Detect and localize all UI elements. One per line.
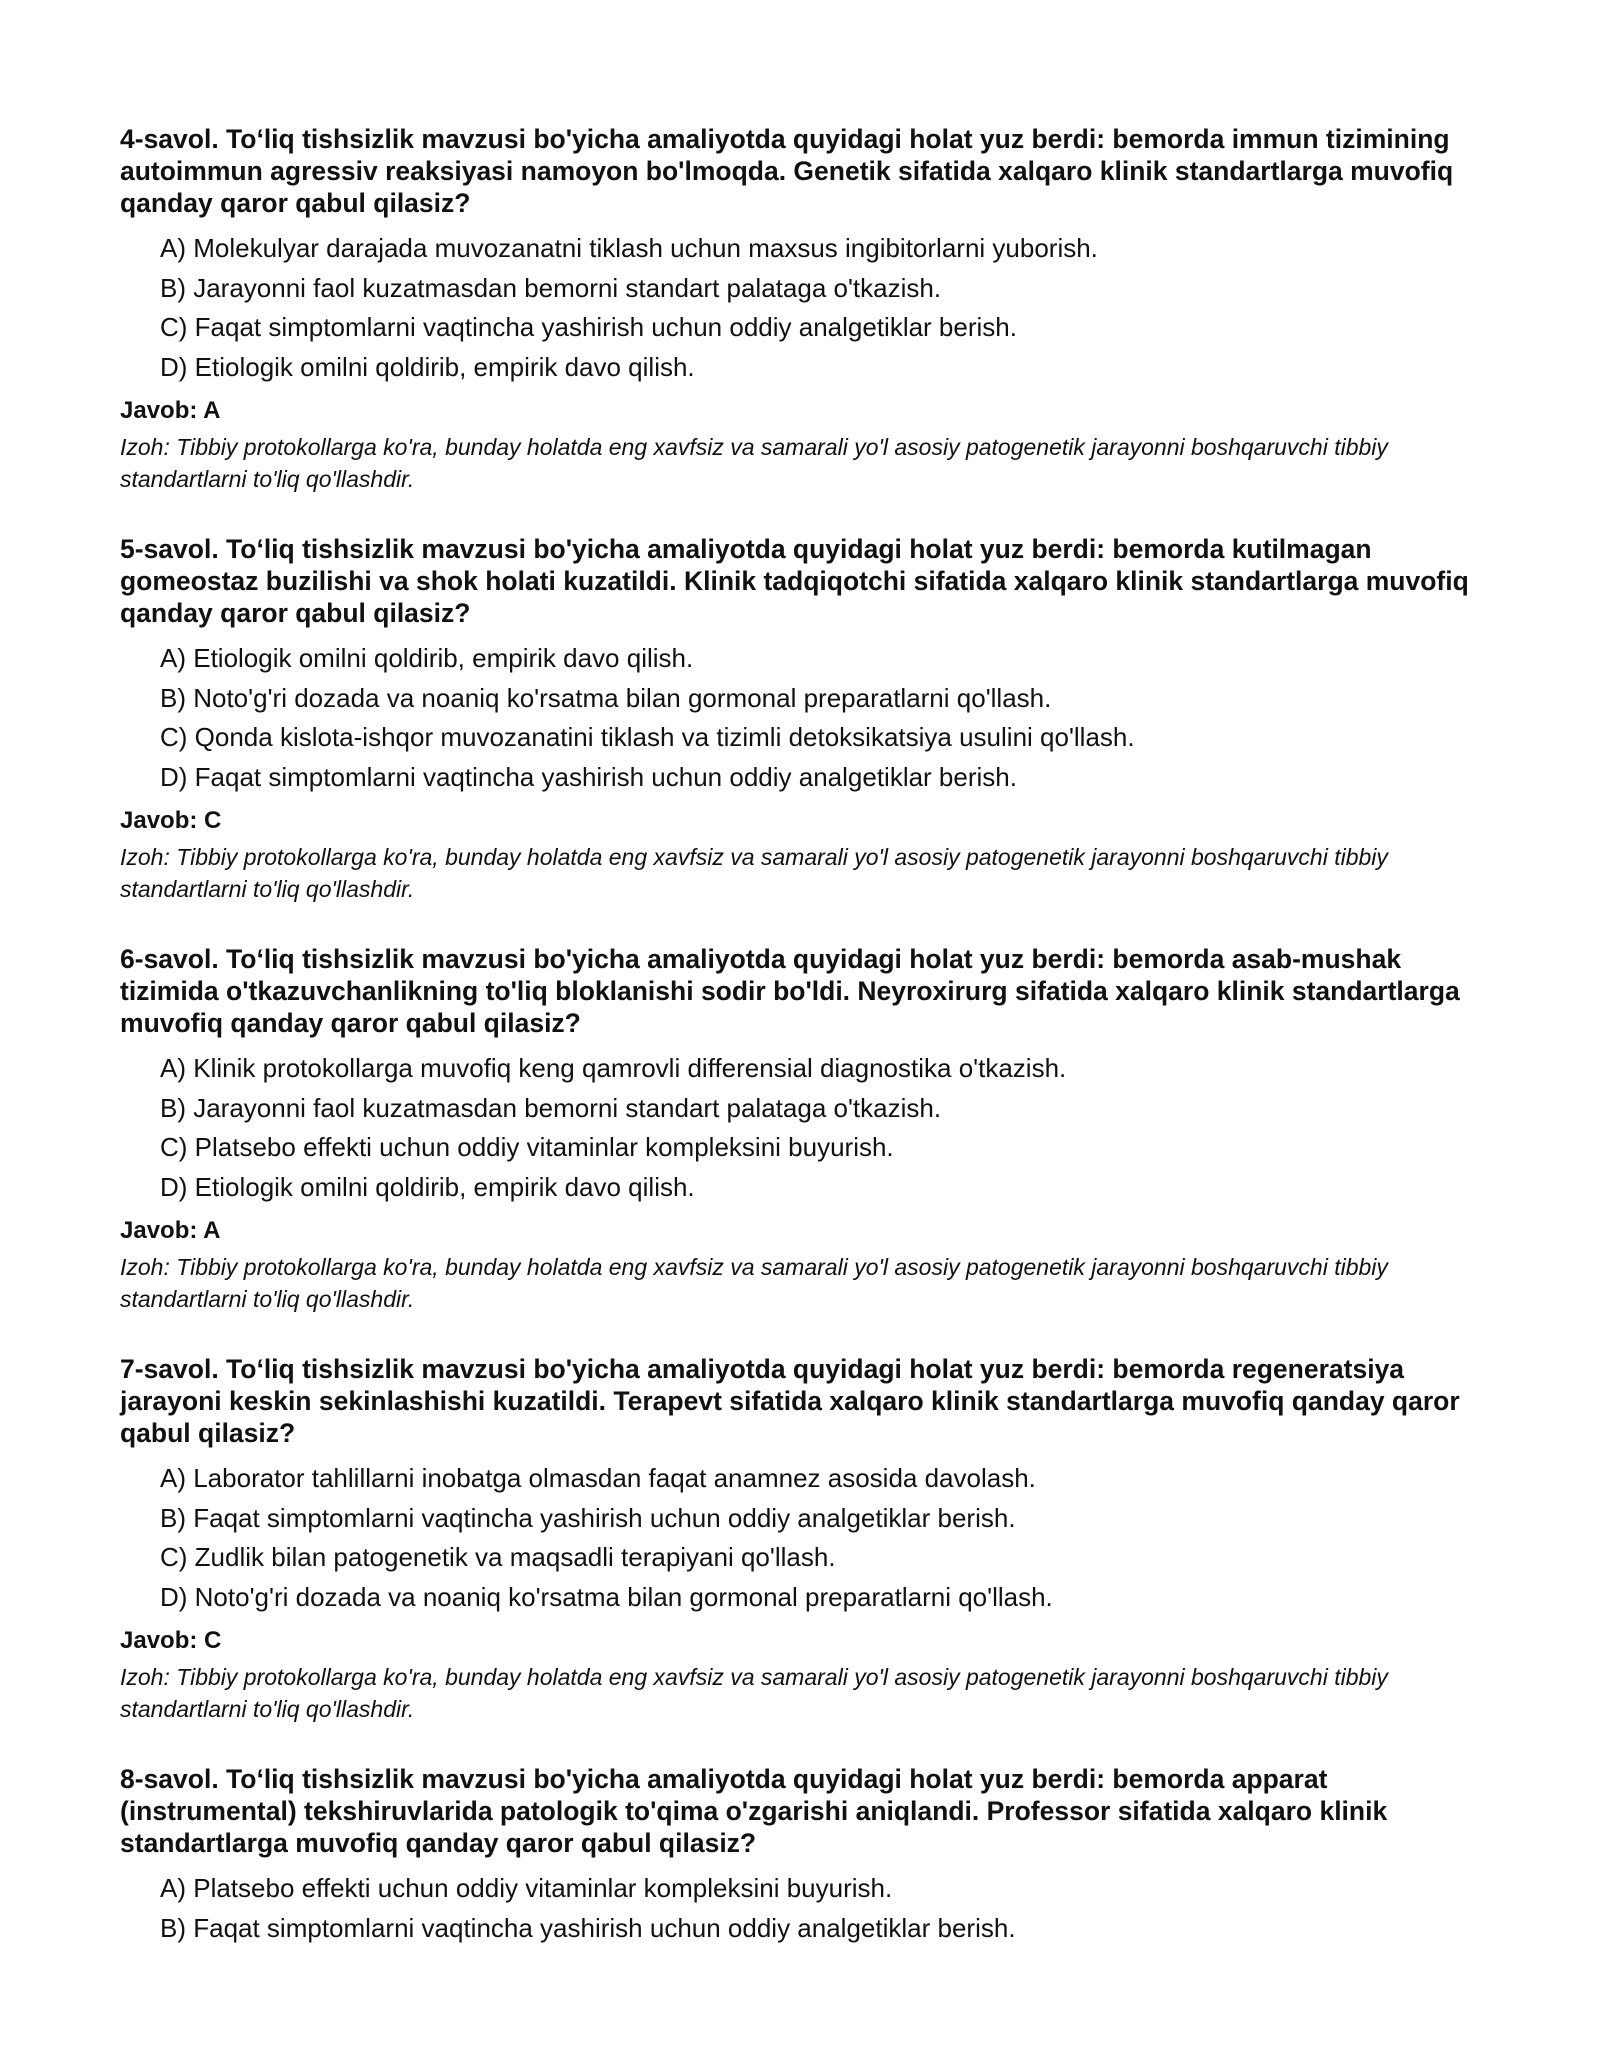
explanation-text: Izoh: Tibbiy protokollarga ko'ra, bunday holatda eng xavfsiz va samarali yo'l asosiy patogenetik jarayonni boshqaruvchi tibbiy standartlarni to'liq qo'llashdir. <box>120 1254 1388 1312</box>
options-list <box>120 1049 1490 1207</box>
option-d: D) Etiologik omilni qoldirib, empirik davo qilish. <box>160 351 695 382</box>
option-c: C) Qonda kislota-ishqor muvozanatini tiklash va tizimli detoksikatsiya usulini qo'llash. <box>160 722 1135 752</box>
explanation-text: Izoh: Tibbiy protokollarga ko'ra, bunday holatda eng xavfsiz va samarali yo'l asosiy patogenetik jarayonni boshqaruvchi tibbiy standartlarni to'liq qo'llashdir. <box>120 844 1388 902</box>
question-block-7 <box>120 1353 1490 1725</box>
question-title: 5-savol. To‘liq tishsizlik mavzusi bo'yicha amaliyotda quyidagi holat yuz berdi: bemorda kutilmagan gomeostaz buzilishi va shok holati kuzatildi. Klinik tadqiqotchi sifatida xalqaro klinik standartlarga muvofiq qanday qaror qabul qilasiz? <box>120 534 1469 628</box>
option-a: A) Laborator tahlillarni inobatga olmasdan faqat anamnez asosida davolash. <box>160 1463 1036 1493</box>
option-b: B) Faqat simptomlarni vaqtincha yashirish uchun oddiy analgetiklar berish. <box>160 1912 1016 1943</box>
explanation-text: Izoh: Tibbiy protokollarga ko'ra, bunday holatda eng xavfsiz va samarali yo'l asosiy patogenetik jarayonni boshqaruvchi tibbiy standartlarni to'liq qo'llashdir. <box>120 1664 1388 1722</box>
question-block-6 <box>120 943 1490 1315</box>
option-d: D) Etiologik omilni qoldirib, empirik davo qilish. <box>160 1171 695 1202</box>
question-title: 4-savol. To‘liq tishsizlik mavzusi bo'yicha amaliyotda quyidagi holat yuz berdi: bemorda immun tizimining autoimmun agressiv reaksiyasi namoyon bo'lmoqda. Genetik sifatida xalqaro klinik standartlarga muvofiq qanday qaror qabul qilasiz? <box>120 124 1454 218</box>
option-a: A) Molekulyar darajada muvozanatni tiklash uchun maxsus ingibitorlarni yuborish. <box>160 233 1098 263</box>
question-block-8 <box>120 1763 1490 1948</box>
option-d: D) Noto'g'ri dozada va noaniq ko'rsatma bilan gormonal preparatlarni qo'llash. <box>160 1581 1053 1612</box>
options-list <box>120 229 1490 387</box>
options-list <box>120 1459 1490 1617</box>
question-block-5 <box>120 533 1490 905</box>
question-title: 7-savol. To‘liq tishsizlik mavzusi bo'yicha amaliyotda quyidagi holat yuz berdi: bemorda regeneratsiya jarayoni keskin sekinlashishi kuzatildi. Terapevt sifatida xalqaro klinik standartlarga muvofiq qanday qaror qabul qilasiz? <box>120 1354 1460 1448</box>
option-b: B) Jarayonni faol kuzatmasdan bemorni standart palataga o'tkazish. <box>160 272 942 303</box>
answer-label: Javob: C <box>120 807 222 834</box>
explanation-text: Izoh: Tibbiy protokollarga ko'ra, bunday holatda eng xavfsiz va samarali yo'l asosiy patogenetik jarayonni boshqaruvchi tibbiy standartlarni to'liq qo'llashdir. <box>120 434 1388 492</box>
option-d: D) Faqat simptomlarni vaqtincha yashirish uchun oddiy analgetiklar berish. <box>160 761 1017 792</box>
options-list <box>120 1869 1490 1948</box>
option-c: C) Faqat simptomlarni vaqtincha yashirish uchun oddiy analgetiklar berish. <box>160 312 1017 342</box>
option-a: A) Etiologik omilni qoldirib, empirik davo qilish. <box>160 643 694 673</box>
option-b: B) Noto'g'ri dozada va noaniq ko'rsatma bilan gormonal preparatlarni qo'llash. <box>160 682 1052 713</box>
option-a: A) Platsebo effekti uchun oddiy vitaminlar kompleksini buyurish. <box>160 1873 893 1903</box>
options-list <box>120 639 1490 797</box>
question-block-4 <box>120 123 1490 495</box>
option-a: A) Klinik protokollarga muvofiq keng qamrovli differensial diagnostika o'tkazish. <box>160 1053 1067 1083</box>
answer-label: Javob: A <box>120 397 221 424</box>
option-c: C) Zudlik bilan patogenetik va maqsadli terapiyani qo'llash. <box>160 1542 836 1572</box>
question-title: 6-savol. To‘liq tishsizlik mavzusi bo'yicha amaliyotda quyidagi holat yuz berdi: bemorda asab-mushak tizimida o'tkazuvchanlikning to'liq bloklanishi sodir bo'ldi. Neyroxirurg sifatida xalqaro klinik standartlarga muvofiq qanday qaror qabul qilasiz? <box>120 944 1460 1038</box>
option-c: C) Platsebo effekti uchun oddiy vitaminlar kompleksini buyurish. <box>160 1132 894 1162</box>
option-b: B) Faqat simptomlarni vaqtincha yashirish uchun oddiy analgetiklar berish. <box>160 1502 1016 1533</box>
option-b: B) Jarayonni faol kuzatmasdan bemorni standart palataga o'tkazish. <box>160 1092 942 1123</box>
question-title: 8-savol. To‘liq tishsizlik mavzusi bo'yicha amaliyotda quyidagi holat yuz berdi: bemorda apparat (instrumental) tekshiruvlarida patologik to'qima o'zgarishi aniqlandi. Professor sifatida xalqaro klinik standartlarga muvofiq qanday qaror qabul qilasiz? <box>120 1764 1388 1858</box>
answer-label: Javob: A <box>120 1217 221 1244</box>
answer-label: Javob: C <box>120 1627 222 1654</box>
